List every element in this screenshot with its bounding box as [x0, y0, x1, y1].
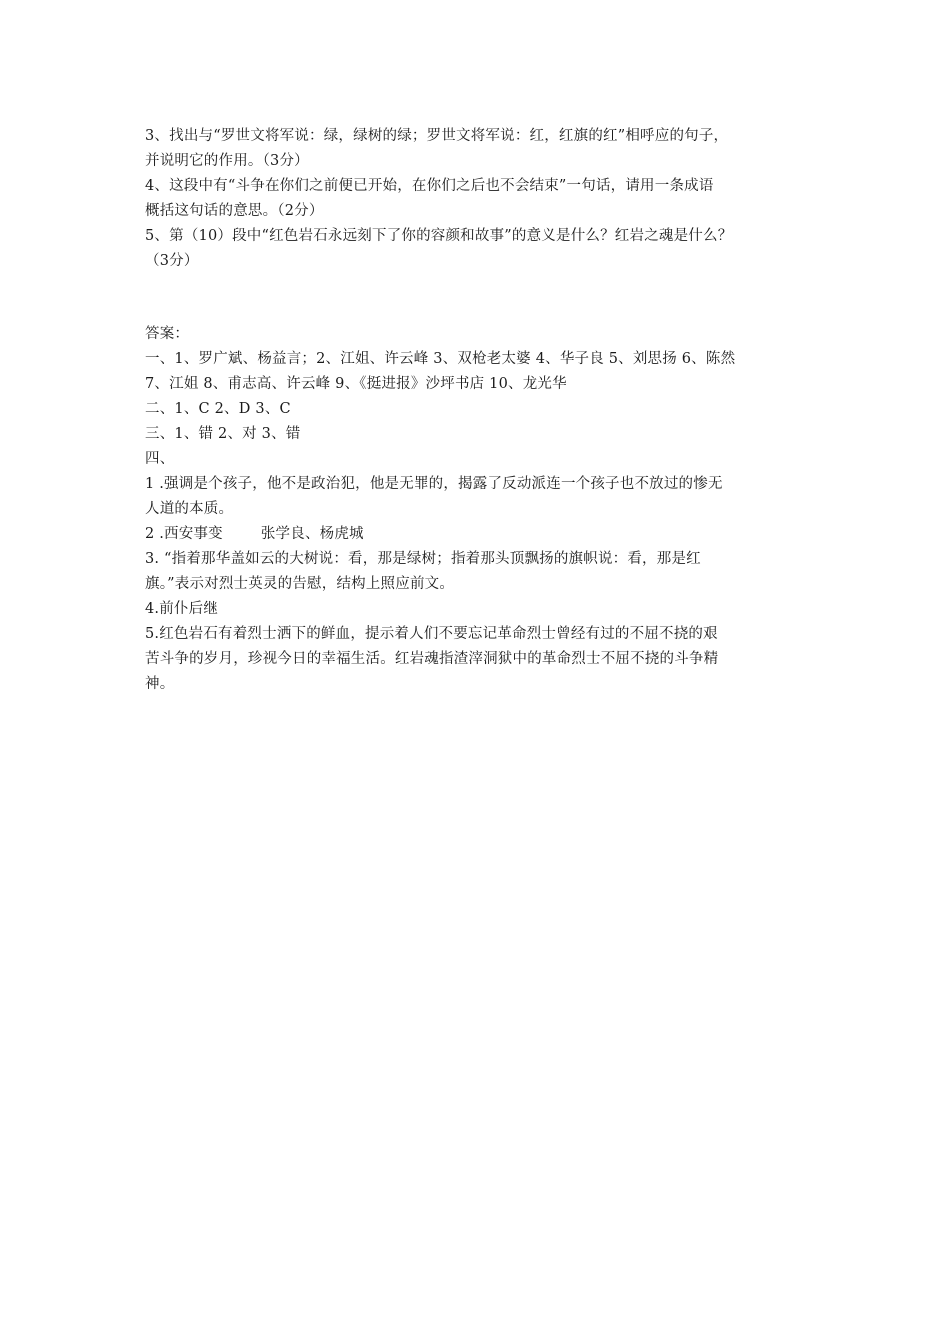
answer-4-2: [145, 522, 825, 547]
answer-4-4: 4.前仆后继: [145, 601, 219, 617]
question-3-line-1: 3、找出与“罗世文将军说：绿，绿树的绿；罗世文将军说：红，红旗的红”相呼应的句子，: [145, 128, 729, 144]
answer-4-5-line-3: 神。: [145, 676, 175, 692]
answer-4-2-part-2: 张学良、杨虎城: [260, 526, 364, 542]
question-4-line-2: 概括这句话的意思。（2分）: [145, 203, 324, 219]
answer-section-2: 二、1、C 2、D 3、C: [145, 401, 291, 417]
answer-4-3-line-2: 旗。”表示对烈士英灵的告慰，结构上照应前文。: [145, 576, 455, 592]
document-page: [145, 124, 825, 697]
answer-4-5-line-2: 苦斗争的岁月，珍视今日的幸福生活。红岩魂指渣滓洞狱中的革命烈士不屈不挠的斗争精: [145, 651, 719, 667]
answer-section-1-line-1: 一、1、罗广斌、杨益言；2、江姐、许云峰 3、双枪老太婆 4、华子良 5、刘思扬 6、陈然: [145, 351, 736, 367]
answer-4-3-line-1: 3. “指着那华盖如云的大树说：看，那是绿树；指着那头顶飘扬的旗帜说：看，那是红: [145, 551, 701, 567]
spacer: [145, 274, 825, 322]
question-3-line-2: 并说明它的作用。（3分）: [145, 153, 309, 169]
question-4-line-1: 4、这段中有“斗争在你们之前便已开始，在你们之后也不会结束”一句话，请用一条成语: [145, 178, 714, 194]
question-5-line-1: 5、第（10）段中“红色岩石永远刻下了你的容颜和故事”的意义是什么？红岩之魂是什么？: [145, 228, 733, 244]
question-5-line-2: （3分）: [145, 253, 199, 269]
answer-4-5-line-1: 5.红色岩石有着烈士洒下的鲜血，提示着人们不要忘记革命烈士曾经有过的不屈不挠的艰: [145, 626, 718, 642]
answer-4-1-line-1: 1 .强调是个孩子，他不是政治犯，他是无罪的，揭露了反动派连一个孩子也不放过的惨无: [145, 476, 723, 492]
answer-section-4-heading: 四、: [145, 451, 175, 467]
answers-heading: 答案：: [145, 326, 190, 342]
answer-section-1-line-2: 7、江姐 8、甫志高、许云峰 9、《挺进报》沙坪书店 10、龙光华: [145, 376, 567, 392]
answer-4-2-part-1: 2 .西安事变: [145, 526, 223, 542]
answer-section-3: 三、1、错 2、对 3、错: [145, 426, 301, 442]
answer-4-1-line-2: 人道的本质。: [145, 501, 234, 517]
